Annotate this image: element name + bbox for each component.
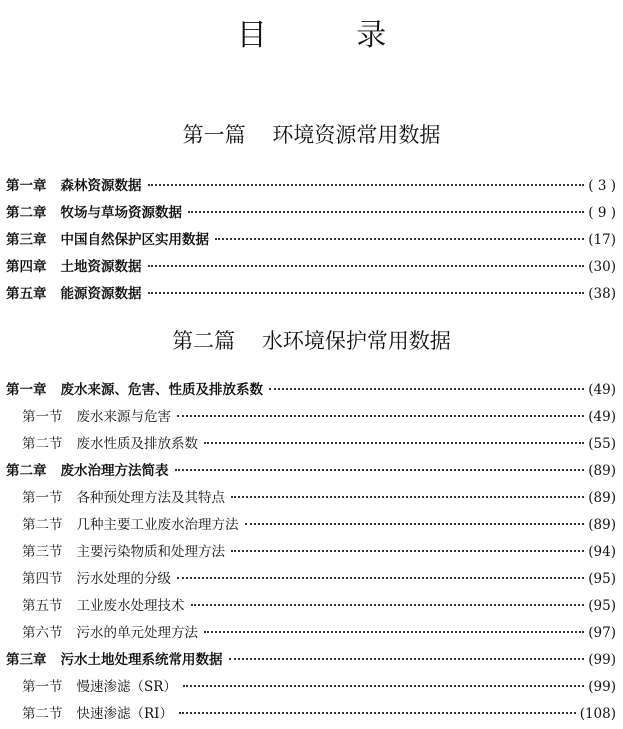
entry-label: 第二章 [6, 205, 47, 221]
dot-leader [148, 184, 585, 186]
toc-entry[interactable] [22, 703, 616, 725]
entry-label: 第五节 [22, 598, 63, 614]
entry-title: 快速渗滤（RI） [76, 706, 173, 722]
entry-title: 废水来源、危害、性质及排放系数 [60, 382, 263, 398]
entry-label: 第六节 [22, 625, 63, 641]
entry-label: 第三章 [6, 652, 47, 668]
dot-leader [148, 265, 585, 267]
entry-label: 第四节 [22, 571, 63, 587]
entry-title: 牧场与草场资源数据 [60, 205, 182, 221]
entry-page: (89) [588, 490, 616, 506]
entry-title: 污水处理的分级 [76, 571, 171, 587]
entry-page: (30) [588, 259, 616, 275]
toc-entry[interactable] [6, 229, 616, 251]
dot-leader [177, 415, 584, 417]
entry-label: 第一章 [6, 178, 47, 194]
toc-entry[interactable] [6, 379, 616, 401]
dot-leader [179, 712, 576, 714]
entry-label: 第一节 [22, 409, 63, 425]
entry-page: ( 3 ) [588, 178, 616, 194]
entry-title: 污水土地处理系统常用数据 [60, 652, 223, 668]
entry-label: 第二章 [6, 463, 47, 479]
entry-label: 第二节 [22, 436, 63, 452]
dot-leader [148, 292, 585, 294]
toc-entry[interactable] [22, 541, 616, 563]
entry-page: (99) [588, 652, 616, 668]
dot-leader [188, 211, 584, 213]
dot-leader [204, 442, 584, 444]
toc-entry[interactable] [22, 622, 616, 644]
entry-label: 第一章 [6, 382, 47, 398]
entry-title: 主要污染物质和处理方法 [76, 544, 225, 560]
entry-label: 第二节 [22, 706, 63, 722]
entry-title: 森林资源数据 [60, 178, 142, 194]
entry-label: 第五章 [6, 286, 47, 302]
entry-title: 废水性质及排放系数 [76, 436, 198, 452]
page-title: 目 录 [236, 18, 427, 53]
entry-page: (95) [588, 571, 616, 587]
entry-page: (49) [588, 382, 616, 398]
dot-leader [177, 577, 584, 579]
dot-leader [204, 631, 584, 633]
toc-entry[interactable] [6, 175, 616, 197]
toc-entry[interactable] [22, 595, 616, 617]
entry-label: 第三节 [22, 544, 63, 560]
entry-page: ( 9 ) [588, 205, 616, 221]
entry-page: (55) [588, 436, 616, 452]
toc-entry[interactable] [22, 487, 616, 509]
toc-entry[interactable] [6, 283, 616, 305]
entry-page: (17) [588, 232, 616, 248]
entry-page: (108) [579, 706, 616, 722]
toc-entry[interactable] [6, 256, 616, 278]
entry-title: 能源资源数据 [60, 286, 142, 302]
dot-leader [229, 658, 585, 660]
toc-entry[interactable] [6, 649, 616, 671]
dot-leader [231, 496, 584, 498]
entry-title: 土地资源数据 [60, 259, 142, 275]
dot-leader [215, 238, 584, 240]
entry-title: 几种主要工业废水治理方法 [76, 517, 239, 533]
dot-leader [231, 550, 584, 552]
entry-label: 第四章 [6, 259, 47, 275]
entry-title: 污水的单元处理方法 [76, 625, 198, 641]
entry-page: (89) [588, 463, 616, 479]
part-heading: 第一篇 环境资源常用数据 [182, 123, 441, 147]
entry-title: 工业废水处理技术 [76, 598, 185, 614]
dot-leader [245, 523, 585, 525]
entry-title: 废水治理方法简表 [60, 463, 169, 479]
entry-label: 第三章 [6, 232, 47, 248]
entry-page: (99) [588, 679, 616, 695]
toc-entry[interactable] [22, 514, 616, 536]
entry-title: 中国自然保护区实用数据 [60, 232, 209, 248]
entry-label: 第一节 [22, 679, 63, 695]
dot-leader [191, 604, 585, 606]
toc-entry[interactable] [22, 406, 616, 428]
entry-page: (94) [588, 544, 616, 560]
entry-title: 废水来源与危害 [76, 409, 171, 425]
toc-entry[interactable] [6, 460, 616, 482]
dot-leader [175, 469, 585, 471]
entry-page: (95) [588, 598, 616, 614]
entry-label: 第一节 [22, 490, 63, 506]
entry-page: (49) [588, 409, 616, 425]
entry-page: (97) [588, 625, 616, 641]
toc-entry[interactable] [22, 568, 616, 590]
part-heading: 第二篇 水环境保护常用数据 [172, 329, 451, 353]
entry-page: (38) [588, 286, 616, 302]
dot-leader [183, 685, 584, 687]
entry-label: 第二节 [22, 517, 63, 533]
toc-entry[interactable] [6, 202, 616, 224]
dot-leader [269, 388, 584, 390]
toc-entry[interactable] [22, 676, 616, 698]
entry-title: 各种预处理方法及其特点 [76, 490, 225, 506]
toc-entry[interactable] [22, 433, 616, 455]
entry-title: 慢速渗滤（SR） [76, 679, 177, 695]
entry-page: (89) [588, 517, 616, 533]
